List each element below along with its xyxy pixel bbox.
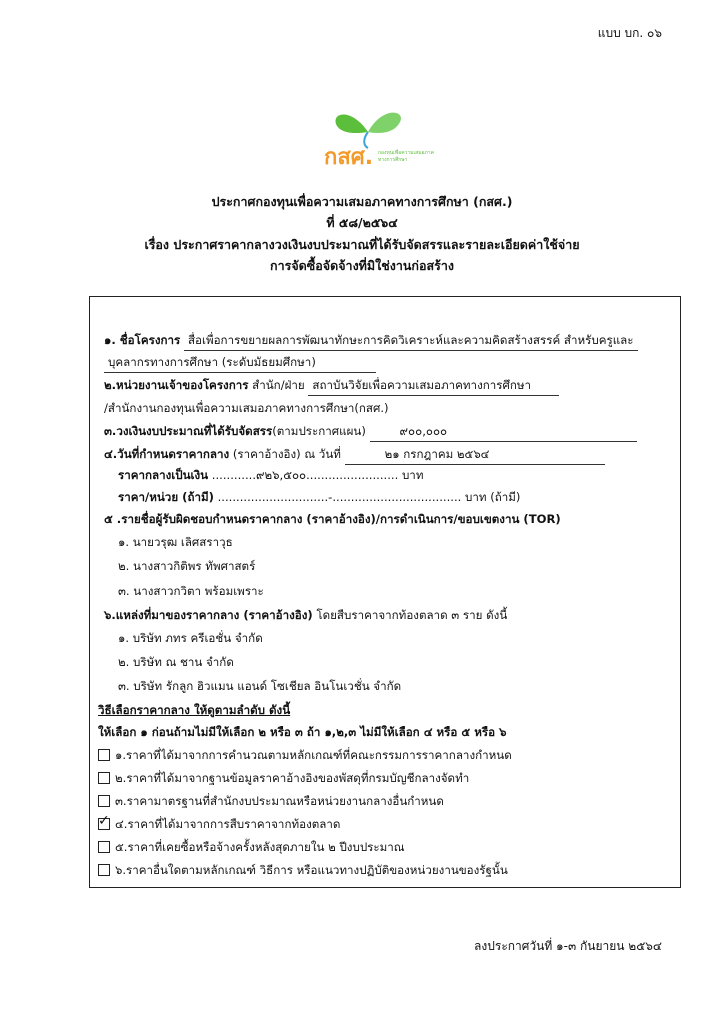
project-name-row <box>104 332 638 351</box>
method-option-3 <box>98 793 444 811</box>
checkbox-option-4[interactable] <box>98 813 110 830</box>
announcement-date: ลงประกาศวันที่ ๑-๓ กันยายน ๒๕๖๔ <box>474 939 662 953</box>
company-2: ๒. บริษัท ณ ชาน จำกัด <box>118 655 234 669</box>
ref-date-ref: (ราคาอ้างอิง) ณ วันที่ <box>232 447 341 461</box>
responsible-person-3: ๓. นางสาวกวิตา พร้อมเพราะ <box>118 584 264 598</box>
header-line-1: ประกาศกองทุนเพื่อความเสมอภาคทางการศึกษา (กสศ.) <box>211 194 513 209</box>
gsse-logo <box>322 104 434 170</box>
responsible-person-1: ๑. นายวรุฒ เลิศสราวุธ <box>118 535 233 549</box>
form-box <box>89 296 681 888</box>
method-option-2 <box>98 770 469 788</box>
checkbox-option-2[interactable] <box>98 772 110 784</box>
price-row <box>118 467 423 485</box>
owner-division-label: สำนัก/ฝ่าย <box>252 378 305 392</box>
price-unit: บาท <box>401 468 424 482</box>
checkbox-option-5[interactable] <box>98 841 110 853</box>
checkbox-option-1[interactable] <box>98 749 110 761</box>
owner-label: ๒.หน่วยงานเจ้าของโครงการ <box>104 378 249 392</box>
header-line-3: เรื่อง ประกาศราคากลางวงเงินงบประมาณที่ได้รับจัดสรรและรายละเอียดค่าใช้จ่าย <box>144 237 580 252</box>
project-name-row-2 <box>104 354 376 373</box>
budget-label: ๓.วงเงินงบประมาณที่ได้รับจัดสรร <box>104 424 273 438</box>
logo-wordmark: กสศ. <box>324 145 374 170</box>
logo-subtitle-1: กองทุนเพื่อความเสมอภาค <box>378 150 434 156</box>
ref-date-label: ๔.วันที่กำหนดราคากลาง <box>104 447 230 461</box>
source-row <box>104 607 507 625</box>
method-option-5-label: ๕.ราคาที่เคยซื้อหรือจ้างครั้งหลังสุดภายใน ๒ ปีงบประมาณ <box>115 840 405 854</box>
owner-row-2: /สำนักงานกองทุนเพื่อความเสมอภาคทางการศึกษา(กสศ.) <box>104 401 389 415</box>
owner-row <box>104 377 559 396</box>
budget-value: ๙๐๐,๐๐๐ <box>370 423 638 442</box>
unit-price-row <box>118 489 520 507</box>
method-option-2-label: ๒.ราคาที่ได้มาจากฐานข้อมูลราคาอ้างอิงของพัสดุที่กรมบัญชีกลางจัดทำ <box>115 771 470 785</box>
project-name-label: ๑. ชื่อโครงการ <box>104 333 181 347</box>
logo-subtitle-2: ทางการศึกษา <box>378 157 408 163</box>
method-option-6-label: ๖.ราคาอื่นใดตามหลักเกณฑ์ วิธีการ หรือแนวทางปฏิบัติของหน่วยงานของรัฐนั้น <box>115 863 508 877</box>
check-mark-icon: ✓ <box>98 813 110 829</box>
project-name-value-2: บุคลากรทางการศึกษา (ระดับมัธยมศึกษา) <box>104 354 376 373</box>
method-option-1-label: ๑.ราคาที่ได้มาจากการคำนวณตามหลักเกณฑ์ที่คณะกรรมการราคากลางกำหนด <box>115 748 512 762</box>
price-label: ราคากลางเป็นเงิน <box>118 468 209 482</box>
source-label: ๖.แหล่งที่มาของราคากลาง (ราคาอ้างอิง) <box>104 608 313 622</box>
method-option-4 <box>98 813 341 834</box>
project-name-value: สื่อเพื่อการขยายผลการพัฒนาทักษะการคิดวิเคราะห์และความคิดสร้างสรรค์ สำหรับครูและ <box>184 332 638 351</box>
method-subtitle: ให้เลือก ๑ ก่อนถ้ามไม่มีให้เลือก ๒ หรือ ๓ ถ้า ๑,๒,๓ ไม่มีให้เลือก ๔ หรือ ๕ หรือ ๖ <box>98 725 507 739</box>
company-1: ๑. บริษัท ภทร ครีเอชั่น จำกัด <box>118 631 263 645</box>
unit-price-value: ..............................-................................... <box>217 490 462 504</box>
source-desc: โดยสืบราคาจากท้องตลาด ๓ ราย ดังนี้ <box>316 608 508 622</box>
method-option-3-label: ๓.ราคามาตรฐานที่สำนักงบประมาณหรือหน่วยงานกลางอื่นกำหนด <box>115 794 444 808</box>
unit-price-suffix: บาท (ถ้ามี) <box>465 490 521 504</box>
responsible-person-2: ๒. นางสาวกิติพร ทัพศาสตร์ <box>118 559 256 573</box>
form-code: แบบ บก. ๐๖ <box>597 26 662 40</box>
budget-note: (ตามประกาศแผน) <box>272 424 366 438</box>
price-value: ............๙๒๖,๕๐๐......................... <box>211 468 399 482</box>
header-line-4: การจัดซื้อจัดจ้างที่มิใช่งานก่อสร้าง <box>270 258 454 273</box>
ref-date-row <box>104 446 605 465</box>
ref-date-value: ๒๑ กรกฎาคม ๒๕๖๔ <box>345 446 606 465</box>
header-line-2: ที่ ๕๘/๒๕๖๔ <box>326 215 398 230</box>
method-option-4-label: ๔.ราคาที่ได้มาจากการสืบราคาจากท้องตลาด <box>115 817 341 831</box>
method-option-1 <box>98 747 512 765</box>
method-option-5 <box>98 839 405 857</box>
method-option-6 <box>98 862 508 880</box>
company-3: ๓. บริษัท รักลูก ฮิวแมน แอนด์ โซเชียล อินโนเวชั่น จำกัด <box>118 679 402 693</box>
budget-row <box>104 423 637 442</box>
unit-price-label: ราคา/หน่วย (ถ้ามี) <box>118 490 214 504</box>
responsible-heading: ๕ .รายชื่อผู้รับผิดชอบกำหนดราคากลาง (ราคาอ้างอิง)/การดำเนินการ/ขอบเขตงาน (TOR) <box>104 512 561 526</box>
checkbox-option-3[interactable] <box>98 795 110 807</box>
method-title: วิธีเลือกราคากลาง ให้ดูตามลำดับ ดังนี้ <box>98 703 291 717</box>
owner-division-value: สถาบันวิจัยเพื่อความเสมอภาคทางการศึกษา <box>308 377 559 396</box>
checkbox-option-6[interactable] <box>98 864 110 876</box>
